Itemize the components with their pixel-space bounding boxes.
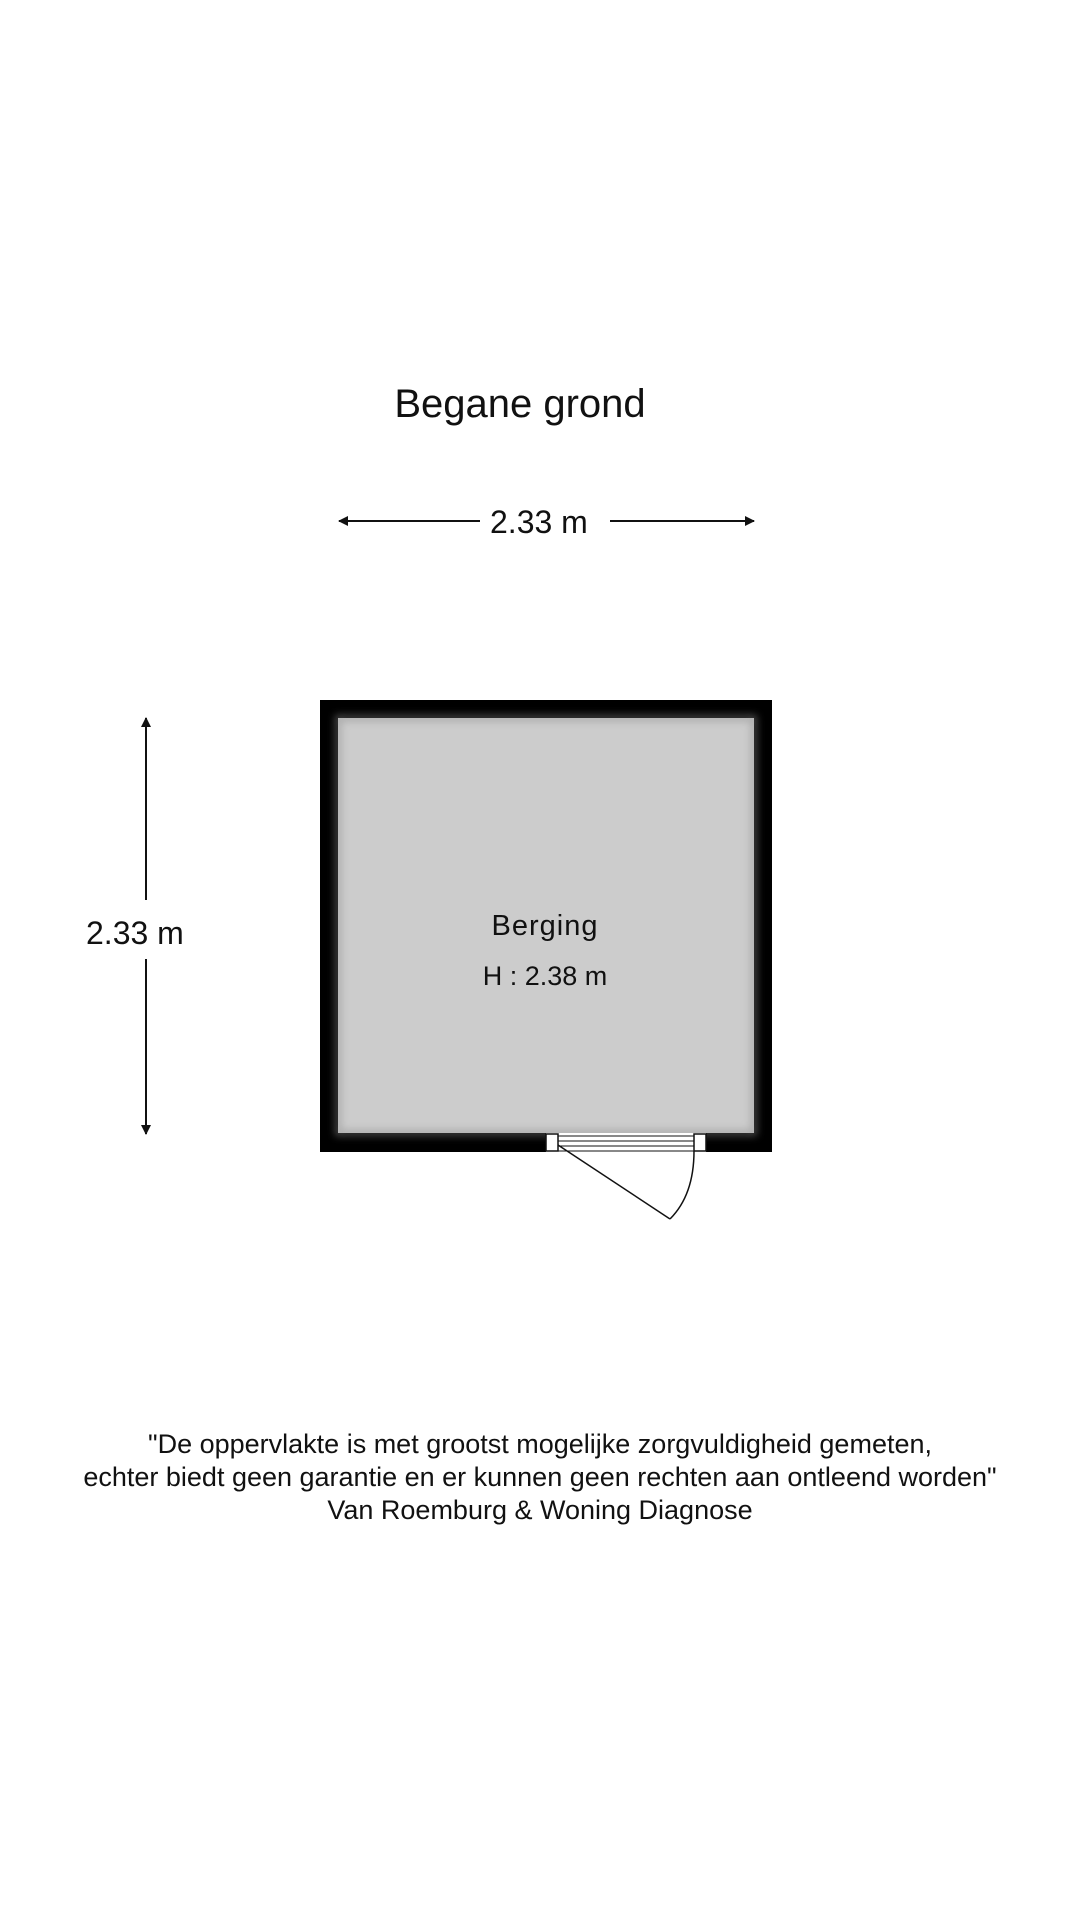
door-leaf: [558, 1145, 670, 1219]
height-dimension-label: 2.33 m: [86, 907, 184, 959]
disclaimer-line-1: "De oppervlakte is met grootst mogelijke zorgvuldigheid gemeten,: [148, 1429, 932, 1459]
disclaimer-line-3: Van Roemburg & Woning Diagnose: [327, 1495, 753, 1525]
room-height-label: H : 2.38 m: [482, 961, 608, 991]
room-name-label: Berging: [491, 910, 599, 942]
disclaimer-line-2: echter biedt geen garantie en er kunnen geen rechten aan ontleend worden": [83, 1462, 997, 1492]
floor-title: Begane grond: [394, 382, 646, 426]
door-frame-right: [694, 1134, 706, 1151]
door-swing-arc: [670, 1151, 694, 1219]
width-dimension-label: 2.33 m: [484, 502, 594, 542]
door-frame-left: [546, 1134, 558, 1151]
disclaimer: [0, 1428, 1080, 1527]
